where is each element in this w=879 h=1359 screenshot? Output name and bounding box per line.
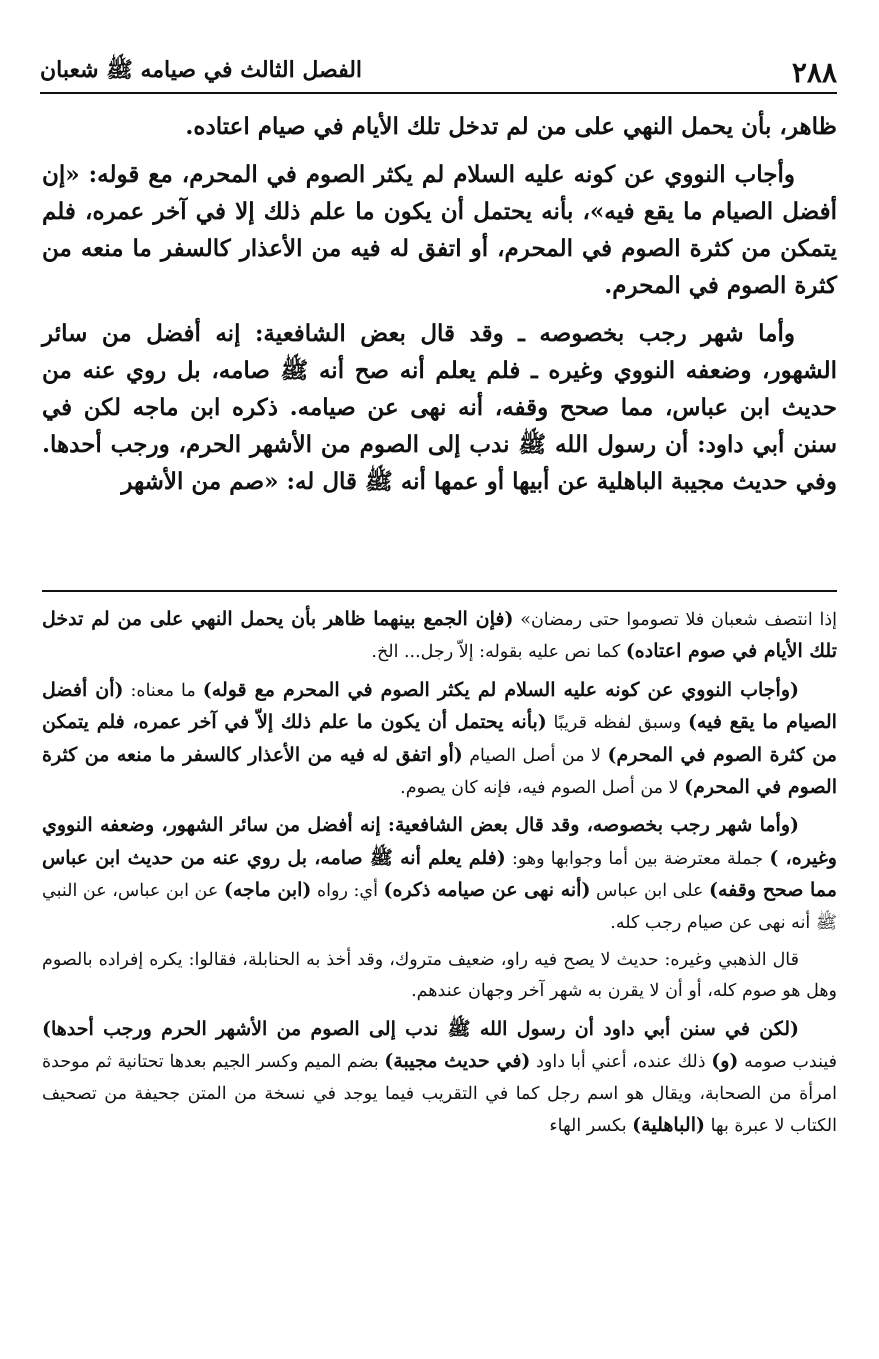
- footnote-quote: (فإن الجمع بينهما ظاهر بأن يحمل النهي على من لم تدخل تلك الأيام في صوم اعتاده): [42, 608, 837, 663]
- main-paragraph-1: ظاهر، بأن يحمل النهي على من لم تدخل تلك الأيام في صيام اعتاده.: [185, 113, 837, 140]
- footnote-quote: (وأجاب النووي عن كونه عليه السلام لم يكثر الصوم في المحرم مع قوله): [202, 678, 799, 701]
- footnote-divider: [42, 590, 837, 592]
- footnote-quote: (وأما شهر رجب بخصوصه، وقد قال بعض الشافعية: إنه أفضل من سائر الشهور، وضعفه النووي وغيره، ): [42, 814, 837, 869]
- footnote-quote: (ابن ماجه): [223, 879, 312, 902]
- footnote-quote: (و): [711, 1050, 739, 1073]
- footnote-quote: (فلم يعلم أنه ﷺ صامه، بل روي عنه من حديث ابن عباس مما صحح وقفه): [42, 846, 837, 902]
- footnote-text: أي: رواه: [317, 881, 378, 902]
- footnote-text: على ابن عباس: [596, 881, 704, 902]
- footnote-text: عن ابن عباس، عن النبي ﷺ أنه نهى عن صيام رجب كله.: [42, 881, 837, 933]
- footnote-quote: (في حديث مجيبة): [384, 1050, 531, 1073]
- footnote-text: إذا انتصف شعبان فلا تصوموا حتى رمضان»: [520, 610, 837, 630]
- footnote-quote: (الباهلية): [632, 1114, 705, 1137]
- footnote-text: بضم الميم وكسر الجيم بعدها تحتانية ثم موحدة امرأة من الصحابة، ويقال هو اسم رجل كما في التقريب فيما يوجد في نسخة من المتن جحيفة من تصحيف الكتاب لا عبرة بها: [42, 1052, 837, 1137]
- footnote-quote: (أو اتفق له فيه من الأعذار كالسفر ما منعه من كثرة الصوم في المحرم): [42, 743, 837, 799]
- main-paragraph-3: وأما شهر رجب بخصوصه ـ وقد قال بعض الشافعية: إنه أفضل من سائر الشهور، وضعفه النووي وغيره ـ فلم يعلم أنه صح أنه ﷺ صامه، بل روي عنه من حديث ابن عباس، مما صحح وقفه، أنه نهى عن صيامه. ذكره ابن ماجه لكن في سنن أبي داود: أن رسول الله ﷺ ندب إلى الصوم من الأشهر الحرم، ورجب أحدها. وفي حديث مجيبة الباهلية عن أبيها أو عمها أنه ﷺ قال له: «صم من الأشهر: [42, 320, 837, 495]
- footnote-paragraph-1: [42, 604, 837, 669]
- main-text: [42, 108, 837, 511]
- running-title: الفصل الثالث في صيامه ﷺ شعبان: [40, 57, 363, 83]
- footnote-text: جملة معترضة بين أما وجوابها وهو:: [511, 848, 764, 869]
- footnote-text: كما نص عليه بقوله: إلاّ رجل... الخ.: [371, 642, 621, 663]
- footnote-quote: (بأنه يحتمل أن يكون ما علم ذلك إلاّ في آخر عمره، فلم يتمكن من كثرة الصوم في المحرم): [42, 711, 837, 766]
- footnote-paragraph-5: [42, 1014, 837, 1143]
- footnote-text: لا من أصل الصيام: [469, 745, 602, 766]
- footnote-quote: (أن أفضل الصيام ما يقع فيه): [42, 678, 837, 734]
- footnote-quote: (أنه نهى عن صيامه ذكره): [383, 879, 591, 902]
- page-number: ٢٨٨: [791, 55, 837, 89]
- footnote-text: لا من أصل الصوم فيه، فإنه كان يصوم.: [400, 778, 679, 799]
- footnote-text: بكسر الهاء: [549, 1116, 627, 1137]
- footnote-text: ما معناه:: [130, 680, 196, 701]
- footnotes: [42, 604, 837, 1149]
- main-paragraph-2: وأجاب النووي عن كونه عليه السلام لم يكثر الصوم في المحرم، مع قوله: «إن أفضل الصيام ما يقع فيه»، بأنه يحتمل أن يكون ما علم ذلك إلا في آخر عمره، فلم يتمكن من كثرة الصوم في المحرم، أو اتفق له فيه من الأعذار كالسفر ما منعه من كثرة الصوم في المحرم.: [42, 161, 837, 299]
- footnote-paragraph-4: قال الذهبي وغيره: حديث لا يصح فيه راو، ضعيف متروك، وقد أخذ به الحنابلة، فقالوا: يكره إفراده بالصوم وهل هو صوم كله، أو أن لا يقرن به شهر آخر وجهان عندهم.: [42, 950, 837, 1002]
- footnote-text: وسبق لفظه قريبًا: [553, 713, 682, 734]
- footnote-paragraph-3: [42, 810, 837, 939]
- footnote-text: ذلك عنده، أعني أبا داود: [536, 1052, 706, 1073]
- page-header: [40, 52, 837, 94]
- footnote-text: فيندب صومه: [744, 1052, 837, 1073]
- footnote-quote: (لكن في سنن أبي داود أن رسول الله ﷺ ندب إلى الصوم من الأشهر الحرم ورجب أحدها): [42, 1017, 799, 1040]
- footnote-paragraph-2: [42, 675, 837, 805]
